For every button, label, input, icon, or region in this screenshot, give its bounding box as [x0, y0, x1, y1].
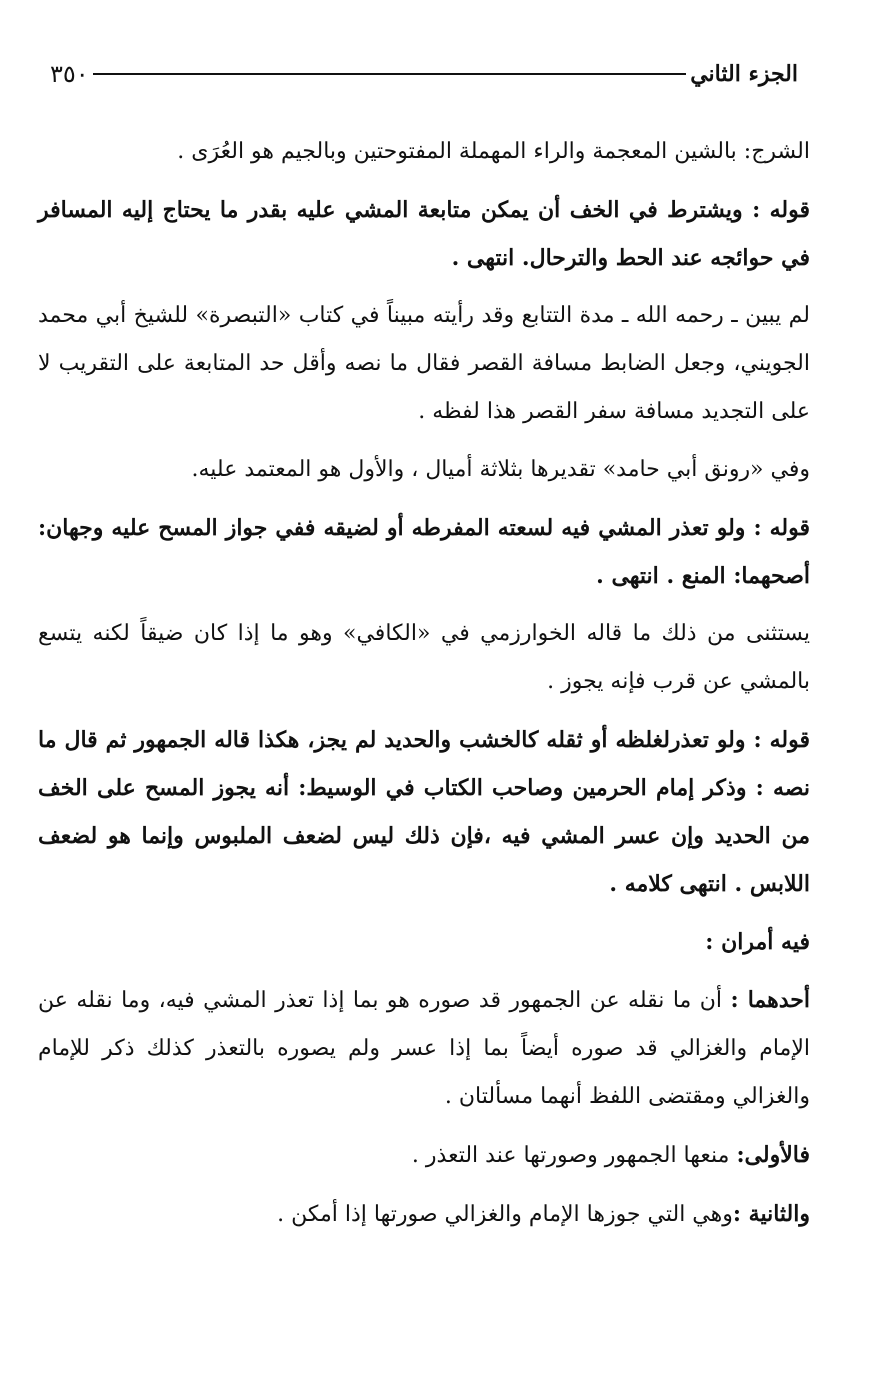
paragraph-text: الشرج: بالشين المعجمة والراء المهملة المفتوحتين وبالجيم هو العُرَى . — [177, 139, 810, 164]
paragraph-commentary-kafi — [38, 610, 810, 706]
paragraph-quote-width — [38, 504, 810, 600]
page-header — [38, 52, 810, 96]
paragraph-second-case — [38, 1190, 810, 1239]
book-page — [38, 52, 810, 1249]
paragraph-quote-condition — [38, 186, 810, 282]
paragraph-text: قوله : ولو تعذر المشي فيه لسعته المفرطه أو لضيقه ففي جواز المسح عليه وجهان: أصحهما: المنع . انتهى . — [38, 515, 810, 589]
running-title: الجزء الثاني — [690, 61, 798, 87]
paragraph-text: قوله : ولو تعذرلغلظه أو ثقله كالخشب والحديد لم يجز، هكذا قاله الجمهور ثم قال ما نصه : وذكر إمام الحرمين وصاحب الكتاب في الوسيط: أنه يجوز المسح على الخف من الحديد وإن عسر المشي فيه ،فإن ذلك ليس لضعف الملبوس وإنما هو لضعف اللابس . انتهى كلامه . — [38, 727, 810, 897]
paragraph-text: وهي التي جوزها الإمام والغزالي صورتها إذا أمكن . — [277, 1202, 733, 1227]
paragraph-definition — [38, 128, 810, 176]
paragraph-text: فيه أمران : — [705, 929, 810, 955]
paragraph-text: وفي «رونق أبي حامد» تقديرها بثلاثة أميال ، والأول هو المعتمد عليه. — [191, 457, 810, 482]
header-rule — [93, 73, 687, 75]
paragraph-text: أن ما نقله عن الجمهور قد صوره هو بما إذا تعذر المشي فيه، وما نقله عن الإمام والغزالي قد صوره أيضاً بما إذا عسر ولم يصوره بالتعذر كذلك ذكر للإمام والغزالي ومقتضى اللفظ أنهما مسألتان . — [38, 988, 810, 1109]
page-number: ٣٥٠ — [50, 60, 89, 88]
paragraph-lead: والثانية : — [732, 1201, 810, 1227]
paragraph-first-matter — [38, 976, 810, 1121]
paragraph-text: لم يبين ـ رحمه الله ـ مدة التتابع وقد رأيته مبيناً في كتاب «التبصرة» للشيخ أبي محمد الجويني، وجعل الضابط مسافة القصر فقال ما نصه وأقل حد المتابعة على التقريب لا على التجديد مسافة سفر القصر هذا لفظه . — [38, 303, 810, 424]
paragraph-text: منعها الجمهور وصورتها عند التعذر . — [411, 1143, 737, 1168]
paragraph-lead: فالأولى: — [736, 1142, 810, 1168]
paragraph-text: قوله : ويشترط في الخف أن يمكن متابعة المشي عليه بقدر ما يحتاج إليه المسافر في حوائجه عند الحط والترحال. انتهى . — [38, 197, 810, 271]
paragraph-quote-iron — [38, 716, 810, 908]
body-text — [38, 128, 810, 1239]
paragraph-commentary-tabsira — [38, 292, 810, 436]
paragraph-lead: أحدهما : — [730, 987, 810, 1013]
paragraph-commentary-rawnaq — [38, 446, 810, 494]
paragraph-first-case — [38, 1131, 810, 1180]
paragraph-text: يستثنى من ذلك ما قاله الخوارزمي في «الكافي» وهو ما إذا كان ضيقاً لكنه يتسع بالمشي عن قرب فإنه يجوز . — [38, 621, 810, 694]
paragraph-two-matters — [38, 918, 810, 966]
